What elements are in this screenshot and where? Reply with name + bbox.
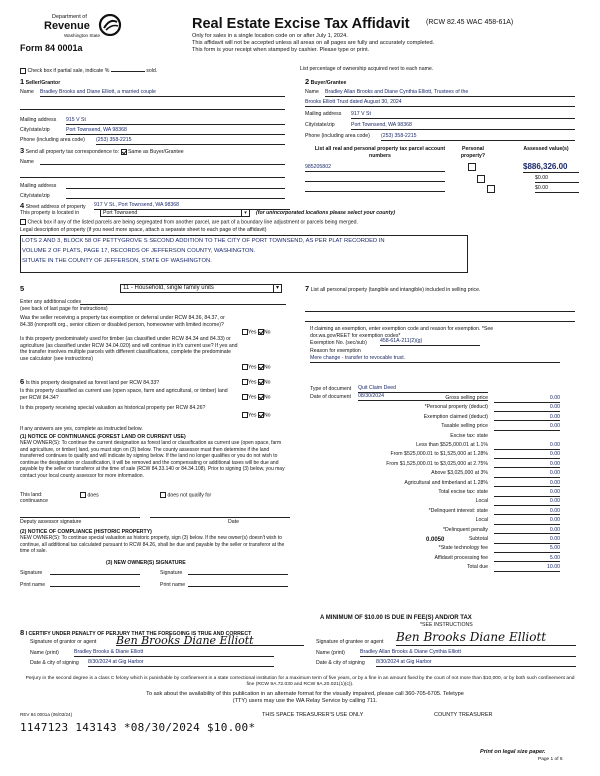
calc-value[interactable]: 0.00 [494,442,560,450]
street-label: Street address of property [25,204,86,210]
calc2-label: Subtotal [468,536,488,542]
q2-yes-checkbox[interactable] [242,364,248,370]
calc-row [300,433,560,441]
partial-sale-percent[interactable] [111,66,145,72]
notice-3: This form is your receipt when stamped by cashier. Please type or print. [192,47,370,53]
land-label: This land: [20,492,43,498]
page-number: Page 1 of 6 [538,757,563,762]
calc-label: Less than $525,000.01 at 1.1% [416,442,488,448]
q1-yes-checkbox[interactable] [242,329,248,335]
land-use-select[interactable] [120,284,282,293]
county-treasurer-label: COUNTY TREASURER [434,712,493,718]
notice-compliance-text: NEW OWNER(S): To continue special valuation as historic property, sign (3) below. If the new owner(s) doesn't wish to continue, all additional tax calculated pursuant to RCW 84.26, shall be due and payable by the seller or transferor at the time of sale. [20,535,285,554]
parcels-table [305,146,580,202]
parcel-number-1[interactable]: 985205802 [305,164,445,172]
q1-no-label: No [263,329,271,336]
parcel-personal-3[interactable] [487,185,495,193]
street-field[interactable]: 917 V St., Port Townsend, WA 98368 [94,202,290,210]
same-as-buyer-label: Same as Buyer/Grantee [127,149,184,155]
owner-signature-1[interactable] [50,570,140,575]
doc-type-label: Type of document [310,386,352,392]
calc-value[interactable]: 0.00 [494,404,560,412]
perjury-text: Perjury in the second degree is a class C felony which is punishable by confinement in a state correctional institution for a maximum term of five years, or by a fine in an amount fixed by the court of not more than $10,000, or by both such confinement and fine (RCW 9A.72.030 and RCW 9A.20.021(1)(c)). [25,676,575,688]
calc-row [300,442,560,450]
buyer-name-label: Name [305,89,319,95]
minimum-due-note: A MINIMUM OF $10.00 IS DUE IN FEE(S) AND/OR TAX [320,615,472,621]
seller-city-field[interactable]: Port Townsend, WA 98368 [66,127,285,135]
seller-phone-label: Phone (including area code) [20,137,85,143]
cashier-stamp: 1147123 143143 *08/30/2024 $10.00* [20,721,256,734]
calc-row [300,461,560,469]
calc-label: Taxable selling price [441,423,488,430]
deputy-date-field[interactable] [150,513,290,518]
same-as-buyer-checkbox[interactable] [121,149,127,155]
parcel-value-3[interactable]: $0.00 [535,185,579,193]
partial-sale-sold: sold. [146,68,158,74]
seller-phone-field[interactable]: (253) 358-2215 [96,137,285,145]
exemption-reason-label: Reason for exemption [310,348,361,354]
legal-description-field[interactable] [20,235,468,273]
parcel-value-1[interactable]: $886,326.00 [523,162,579,173]
f3-yes-label: Yes [248,412,257,419]
form-number: Form 84 0001a [20,43,83,53]
calc-row [300,404,560,412]
does-checkbox[interactable] [80,492,86,498]
exemption-reason-field[interactable]: Mere change - transfer to revocable trust. [310,355,560,363]
calc2-row [300,555,560,563]
calc-row [300,489,560,497]
parcel-value-2[interactable]: $0.00 [535,175,579,183]
does-label: does [87,492,99,499]
legal-line-1: LOTS 2 AND 3, BLOCK 58 OF PETTYGROVE S SECOND ADDITION TO THE CITY OF PORT TOWNSEND, AS PER PLAT RECORDED IN [22,238,385,244]
rev-number: REV 84 0001a (06/03/24) [20,712,73,717]
grantor-date-field[interactable]: 8/30/2024 at Gig Harbor [88,659,274,667]
grantor-name-field[interactable]: Bradley Brooks & Diane Elliott [74,649,274,657]
legal-paper-note: Print on legal size paper. [480,749,546,755]
corr-name-field[interactable] [40,159,285,165]
deputy-label: Deputy assessor signature [20,519,82,525]
unincorporated-note: (for unincorporated locations please select your county) [256,210,395,216]
property-section: 4 Street address of property 917 V St., Port Townsend, WA 98368 This property is located in Port Townsend ▾ (for unincorporated locations please select your county) Check box if any of the listed parcels are being segregated from another parcel, are part of a boundary line adjustment or parcels being merged. Legal description of property (if you need more space, attach a separate sheet to each page of the affidavit) LOTS 2 AND 3, BLOCK 58 OF PETTYGROVE S SECOND ADDITION TO THE CITY OF PORT TOWNSEND, AS PER PLAT RECORDED IN VOLUME 2 OF PLATS, PAGE 17, RECORDS OF JEFFERSON COUNTY, WASHINGTON. SITUATE IN THE COUNTY OF JEFFERSON, STATE OF WASHINGTON. [20,201,580,281]
calc-label: Exemption claimed (deduct) [423,413,488,420]
calc-row [300,480,560,488]
corr-address-field[interactable] [66,183,285,189]
buyer-phone-field[interactable]: (253) 358-2215 [381,133,575,141]
calc-row [300,395,560,403]
print-name-label-1: Print name [20,582,46,588]
seller-city-label: City/state/zip [20,127,50,133]
seller-address-field[interactable]: 915 V St [66,117,285,125]
seller-heading: Seller/Grantor [25,80,61,86]
personal-property-label: List all personal property (tangible and intangible) included in selling price. [310,287,481,293]
calc-value[interactable]: 0.00 [494,470,560,478]
seller-address-label: Mailing address [20,117,57,123]
corr-city-field[interactable] [66,193,285,199]
forest-section: 6 Is this property designated as forest land per RCW 84.33? Yes No Is this property classified as current use (open space, farm and agricultural, or timber) land per RCW 84.34? Yes No Is this property receiving special valuation as historical property per RCW 84.26? Yes No If any answers are yes, complete as instructed below. (1) NOTICE OF CONTINUANCE (FOREST LAND OR CURRENT USE) NEW OWNER(S): To continue the current designation as forest land or classification as current use (open space, farm and agriculture, or timber) land, you must sign on (3) below. The county assessor must then determine if the land transferred continues to qualify and will indicate by signing below. If the land no longer qualifies or you do not wish to continue the designation or classification, it will be removed and the compensating or additional taxes will be due and payable by the seller or transferor at the time of sale (RCW 84.33.140 or 84.34.108). Prior to signing (3) below, you may contact your local county assessor for more information. This land: does does not qualify for continuance Deputy assessor signature Date (2) NOTICE OF COMPLIANCE (HISTORIC PROPERTY) NEW OWNER(S): To continue special valuation as historic property, sign (3) below. If the new owner(s) doesn't wish to continue, all additional tax calculated pursuant to RCW 84.26, shall be due and payable by the seller or transferor at the time of sale. (3) NEW OWNER(S) SIGNATURE Signature Signature Print name Print name [20,377,300,627]
notice-continuance-heading: (1) NOTICE OF CONTINUANCE (FOREST LAND OR CURRENT USE) [20,434,186,440]
chevron-down-icon: ▾ [241,210,249,217]
correspondence-section: 3 Send all property tax correspondence to: Same as Buyer/Grantee Name Mailing address City/state/zip [20,146,290,202]
corr-city-label: City/state/zip [20,193,50,199]
availability-line-1: To ask about the availability of this publication in an alternate format for the visually impaired, please call 360-705-6705. Teletype [146,691,464,697]
q2-no-label: No [263,364,271,371]
buyer-section: 2 Buyer/Grantee Name Bradley Allan Brooks and Diane Cynthia Elliott, Trustees of the Brooks Elliott Trust dated August 30, 2024 Mailing address 917 V St City/state/zip Port Townsend, WA 98368 Phone (including area code) (253) 358-2215 [305,77,580,167]
calc-value[interactable]: 0.00 [494,451,560,459]
f1-no-label: No [263,379,271,386]
exemption-number-label: Exemption No. (sec/sub) [310,340,367,346]
calc2-value[interactable]: 0.00 [494,527,560,535]
buyer-address-field[interactable]: 917 V St [351,111,575,119]
calc2-label: Total due [466,564,488,571]
calc2-label: Local [475,517,488,524]
buyer-heading: Buyer/Grantee [310,80,347,86]
calc-row [300,414,560,422]
buyer-name-field-2[interactable]: Brooks Elliott Trust dated August 30, 2024 [305,99,575,107]
calc2-value[interactable]: 0.00 [494,517,560,525]
local-rate: 0.0050 [426,537,445,543]
f1-yes-label: Yes [248,379,257,386]
location-value: Port Townsend [103,210,138,216]
availability-line-2: (TTY) users may use the WA Relay Service by calling 711. [232,698,378,704]
ownership-note: List percentage of ownership acquired next to each name. [300,66,434,72]
notice-2: This affidavit will not be accepted unless all areas on all pages are fully and accurately completed. [192,40,435,46]
land-use-q2: Is this property predominately used for timber (as classified under RCW 84.34 and 84.33) or agriculture (as classified under RCW 34.04.020) and will continue in it's current use? If yes and the transfer involves multiple parcels with different classifications, complete the predominate use calculator (see instructions) [20,336,238,362]
calc2-value[interactable]: 0.00 [494,508,560,516]
q1-no-checkbox[interactable] [258,329,264,335]
calc-row [300,451,560,459]
calc-label: Gross selling price [445,395,488,401]
personal-property-section: 7 List all personal property (tangible and intangible) included in selling price. [305,284,580,304]
parcel-number-3[interactable] [305,186,445,192]
parcel-number-2[interactable] [305,176,445,182]
f1-yes-checkbox[interactable] [242,379,248,385]
certify-section: 8 I CERTIFY UNDER PENALTY OF PERJURY THAT THE FOREGOING IS TRUE AND CORRECT Signature of grantor or agent Ben Brooks Diane Elliott Name (print) Bradley Brooks & Diane Elliott Date & city of signing 8/30/2024 at Gig Harbor Signature of grantee or agent Ben Brooks Diane Elliott Name (print) Bradley Allan Brooks & Diane Cynthia Elliott Date & city of signing 8/30/2024 at Gig Harbor [20,628,580,678]
does-not-label: does not qualify for [167,492,212,499]
grantor-date-label: Date & city of signing [30,660,79,666]
located-label: This property is located in [20,210,80,216]
seller-section: 1 Seller/Grantor Name Bradley Brooks and Diane Elliott, a married couple Mailing address 915 V St City/state/zip Port Townsend, WA 98368 Phone (including area code) (253) 358-2215 [20,77,290,167]
certify-heading: I CERTIFY UNDER PENALTY OF PERJURY THAT THE FOREGOING IS TRUE AND CORRECT [25,631,252,637]
q2-yes-label: Yes [248,364,257,371]
forest-q1: Is this property designated as forest land per RCW 84.33? [25,380,160,386]
calc-row [300,470,560,478]
calc2-value[interactable]: 10.00 [494,564,560,572]
calc-value[interactable]: 0.00 [494,461,560,469]
corr-address-label: Mailing address [20,183,57,189]
calc-value[interactable]: 0.00 [494,414,560,422]
correspondence-heading: Send all property tax correspondence to: [25,149,120,155]
doc-date-label: Date of document [310,394,351,400]
grantee-signature[interactable]: Ben Brooks Diane Elliott [396,630,576,646]
seller-name-field[interactable]: Bradley Brooks and Diane Elliott, a married couple [40,89,285,97]
personal-property-field-1[interactable] [305,306,575,312]
calc-value[interactable]: 0.00 [494,480,560,488]
dor-logo-icon [98,14,122,36]
owner-print-1[interactable] [50,582,140,587]
legal-line-3: SITUATE IN THE COUNTY OF JEFFERSON, STATE OF WASHINGTON. [22,258,212,265]
land-use-q1: Was the seller receiving a property tax exemption or deferral under RCW 84.36, 84.37, or 84.38 (nonprofit org., senior citizen or disabled person, homeowner with limited income)? [20,315,225,328]
continuance-label: continuance [20,498,48,504]
land-use-section: 5 11 - Household, single family units ▾ Enter any additional codes (see back of last page for instructions) Was the seller receiving a property tax exemption or deferral under RCW 84.36, 84.37, or 84.38 (nonprofit org., senior citizen or disabled person, homeowner with limited income)? Yes No Is this property predominately used for timber (as classified under RCW 84.34 and 84.33) or agriculture (as classified under RCW 34.04.020) and will continue in it's current use? If yes and the transfer involves multiple parcels with different classifications, complete the predominate use calculator (see instructions) Yes No [20,284,300,374]
calc-value[interactable]: 0.00 [494,395,560,403]
new-owner-signature-heading: (3) NEW OWNER(S) SIGNATURE [106,560,186,566]
calc-row [300,423,560,431]
additional-codes-label: Enter any additional codes [20,299,82,305]
buyer-name-field-1[interactable]: Bradley Allan Brooks and Diane Cynthia Elliott, Trustees of the [325,89,575,97]
print-name-label-2: Print name [160,582,186,588]
calc2-value[interactable]: 5.00 [494,545,560,553]
dept-line3: Washington State [64,33,101,38]
calc2-row [300,545,560,553]
calc2-row [300,517,560,525]
deputy-signature-field[interactable] [20,513,140,518]
calc2-value[interactable]: 5.00 [494,555,560,563]
f1-no-checkbox[interactable] [258,379,264,385]
see-instructions-note: *SEE INSTRUCTIONS [420,622,473,628]
exemption-claim-label: If claiming an exemption, enter exemption code and reason for exemption. *See dor.wa.gov/REET for exemption codes* [310,326,494,339]
calc-label: Total excise tax: state [438,489,488,495]
calc-label: Excise tax: state [450,432,488,439]
calc2-label: *Delinquent penalty [443,526,488,533]
f2-yes-label: Yes [248,394,257,401]
f3-yes-checkbox[interactable] [242,412,248,418]
calc2-row [300,508,560,516]
owner-signature-2[interactable] [188,570,288,575]
deputy-date-label: Date [228,519,239,525]
calc2-row [300,527,560,535]
does-not-checkbox[interactable] [160,492,166,498]
doc-date-field[interactable]: 08/30/2024 [358,393,488,401]
grantor-signature[interactable]: Ben Brooks Diane Elliott [116,634,304,646]
personal-property-field-2[interactable] [305,316,575,322]
q2-no-checkbox[interactable] [258,364,264,370]
chevron-down-icon: ▾ [273,285,281,293]
segregated-label: Check box if any of the listed parcels are being segregated from another parcel, are part of a boundary line adjustment or parcels being merged. [27,219,358,226]
corr-name-label: Name [20,159,34,165]
signature-label-2: Signature [160,570,183,576]
dept-line2: Revenue [44,20,90,32]
dept-line1: Department of [52,14,87,20]
treasurer-use-label: THIS SPACE TREASURER'S USE ONLY [262,712,364,718]
grantor-name-label: Name (print) [30,650,59,656]
calc2-label: Affidavit processing fee [434,554,488,561]
notice-continuance-text: NEW OWNER(S): To continue the current designation as forest land or classification as current use (open space, farm and agriculture, or timber) land, you must sign on (3) below. The county assessor must then determine if the land transferred continues to qualify and will indicate by signing below. If the land no longer qualifies or you do not wish to continue the designation or classification, it will be removed and the compensating or additional taxes will be due and payable by the seller or transferor at the time of sale (RCW 84.33.140 or 84.34.108). Prior to signing (3) below, you may contact your local county assessor for more information. [20,440,285,479]
buyer-address-label: Mailing address [305,111,342,117]
f3-no-label: No [263,412,271,419]
calc-label: *Personal property (deduct) [424,404,488,411]
f3-no-checkbox[interactable] [258,412,264,418]
parcels-col-value: Assessed value(s) [523,146,569,152]
notice-compliance-heading: (2) NOTICE OF COMPLIANCE (HISTORIC PROPERTY) [20,529,152,535]
local-tax-value[interactable]: 0.00 [494,498,560,506]
forest-note: If any answers are yes, complete as instructed below. [20,426,143,432]
sig-grantee-label: Signature of grantee or agent [316,639,384,645]
buyer-city-label: City/state/zip [305,122,335,128]
calc-label: From $1,525,000.01 to $3,025,000 at 2.75% [386,460,488,467]
parcel-personal-1[interactable] [468,163,476,171]
f2-no-label: No [263,394,271,401]
buyer-phone-label: Phone (including area code) [305,133,370,139]
doc-type-field[interactable]: Quit Claim Deed [358,385,488,393]
q1-yes-label: Yes [248,329,257,336]
local-tax-row [300,498,560,506]
f2-no-checkbox[interactable] [258,394,264,400]
exemption-number-field[interactable]: 458-61A-211(2)(g) [380,338,480,346]
local-tax-label: Local [475,498,488,505]
signature-label-1: Signature [20,570,43,576]
grantee-date-field[interactable]: 8/30/2024 at Gig Harbor [376,659,576,667]
calc2-label: *State technology fee [438,545,488,552]
parcel-personal-2[interactable] [477,175,485,183]
forest-q2: Is this property classified as current use (open space, farm and agricultural, or timber) land per RCW 84.34? [20,388,228,401]
forest-q3: Is this property receiving special valuation as historical property per RCW 84.26? [20,405,206,411]
calc2-label: *Delinquent interest: state [428,507,488,514]
partial-sale-label: Check box if partial sale, indicate % [27,68,110,74]
calc-label: From $525,000.01 to $1,525,000 at 1.28% [390,451,488,458]
calc2-value[interactable]: 0.00 [494,536,560,544]
segregated-checkbox[interactable] [20,219,26,225]
legal-line-2: VOLUME 2 OF PLATS, PAGE 17, RECORDS OF JEFFERSON COUNTY, WASHINGTON. [22,248,256,255]
additional-codes-field[interactable] [80,299,286,305]
buyer-city-field[interactable]: Port Townsend, WA 98368 [351,122,575,130]
calc2-row [300,564,560,572]
calc-label: Agricultural and timberland at 1.28% [404,479,488,486]
grantee-name-field[interactable]: Bradley Allan Brooks & Diane Cynthia Elliott [360,649,576,657]
owner-print-2[interactable] [188,582,288,587]
grantee-date-label: Date & city of signing [316,660,365,666]
dor-logo [20,14,190,58]
calc-label: Above $3,025,000 at 3% [431,470,488,477]
form-rcw: (RCW 82.45 WAC 458-61A) [426,19,514,26]
f2-yes-checkbox[interactable] [242,394,248,400]
calc-value[interactable]: 0.00 [494,489,560,497]
parcels-col-personal: Personal property? [460,146,486,159]
sig-grantor-label: Signature of grantor or agent [30,639,97,645]
see-back-note: (see back of last page for instructions) [20,306,108,312]
partial-sale-row [20,66,157,75]
seller-name-label: Name [20,89,34,95]
land-use-value: 11 - Household, single family units [123,285,214,291]
location-select[interactable] [100,209,250,217]
calc-value[interactable]: 0.00 [494,423,560,431]
legal-label: Legal description of property (if you need more space, attach a separate sheet to each page of the affidavit) [20,227,267,233]
partial-sale-checkbox[interactable] [20,68,26,74]
parcels-col-number: List all real and personal property tax parcel account numbers [314,146,446,159]
grantee-name-label: Name (print) [316,650,345,656]
form-title: Real Estate Excise Tax Affidavit [192,16,410,32]
notice-1: Only for sales in a single location code on or after July 1, 2024. [192,33,348,39]
